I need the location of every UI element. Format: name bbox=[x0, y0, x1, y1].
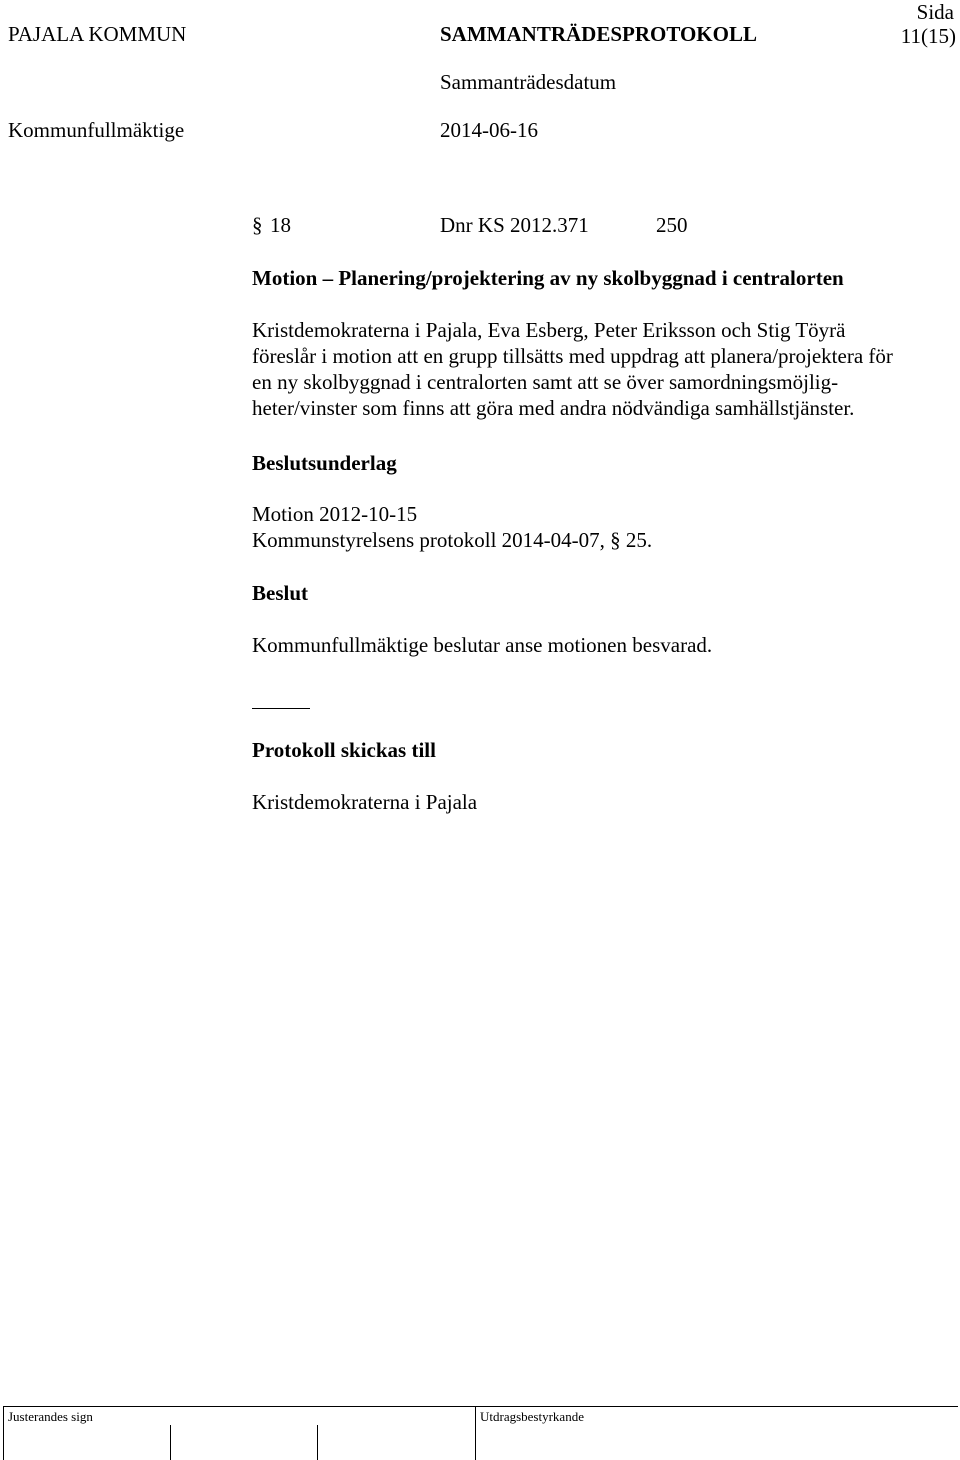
signature-slot-divider bbox=[170, 1425, 171, 1460]
footer-top-rule bbox=[3, 1406, 958, 1407]
signers-label: Justerandes sign bbox=[8, 1409, 93, 1424]
decision-text: Kommunfullmäktige beslutar anse motionen besvarad. bbox=[252, 633, 713, 657]
decision-heading: Beslut bbox=[252, 581, 309, 605]
signature-slot-divider bbox=[317, 1425, 318, 1460]
document-type: SAMMANTRÄDESPROTOKOLL bbox=[440, 22, 757, 46]
page-number: 11(15) bbox=[900, 24, 956, 48]
page-label: Sida bbox=[916, 0, 954, 24]
municipality-name: PAJALA KOMMUN bbox=[8, 22, 187, 46]
paragraph-number: 18 bbox=[270, 213, 291, 237]
certifier-label: Utdragsbestyrkande bbox=[480, 1409, 584, 1424]
motion-description-line: en ny skolbyggnad i centralorten samt att se över samordningsmöjlig- bbox=[252, 370, 839, 394]
diary-number: Dnr KS 2012.371 bbox=[440, 213, 589, 237]
item-title: Motion – Planering/projektering av ny skolbyggnad i centralorten bbox=[252, 266, 844, 290]
distribution-recipient: Kristdemokraterna i Pajala bbox=[252, 790, 478, 814]
basis-heading: Beslutsunderlag bbox=[252, 451, 397, 475]
footer-box-left-edge bbox=[3, 1406, 4, 1460]
basis-motion: Motion 2012-10-15 bbox=[252, 502, 418, 526]
distribution-heading: Protokoll skickas till bbox=[252, 738, 436, 762]
motion-description bbox=[252, 317, 952, 421]
body-name: Kommunfullmäktige bbox=[8, 118, 185, 142]
motion-description-line: heter/vinster som finns att göra med andra nödvändiga samhällstjänster. bbox=[252, 396, 855, 420]
motion-description-line: föreslår i motion att en grupp tillsätts med uppdrag att planera/projektera för bbox=[252, 344, 893, 368]
motion-description-line: Kristdemokraterna i Pajala, Eva Esberg, Peter Eriksson och Stig Töyrä bbox=[252, 318, 846, 342]
item-code: 250 bbox=[656, 213, 688, 237]
meeting-date-label: Sammanträdesdatum bbox=[440, 70, 617, 94]
paragraph-mark: § bbox=[252, 213, 263, 237]
meeting-date: 2014-06-16 bbox=[440, 118, 538, 142]
section-divider bbox=[252, 708, 310, 709]
basis-protocol: Kommunstyrelsens protokoll 2014-04-07, § 25. bbox=[252, 528, 653, 552]
footer-box-divider bbox=[475, 1406, 476, 1460]
